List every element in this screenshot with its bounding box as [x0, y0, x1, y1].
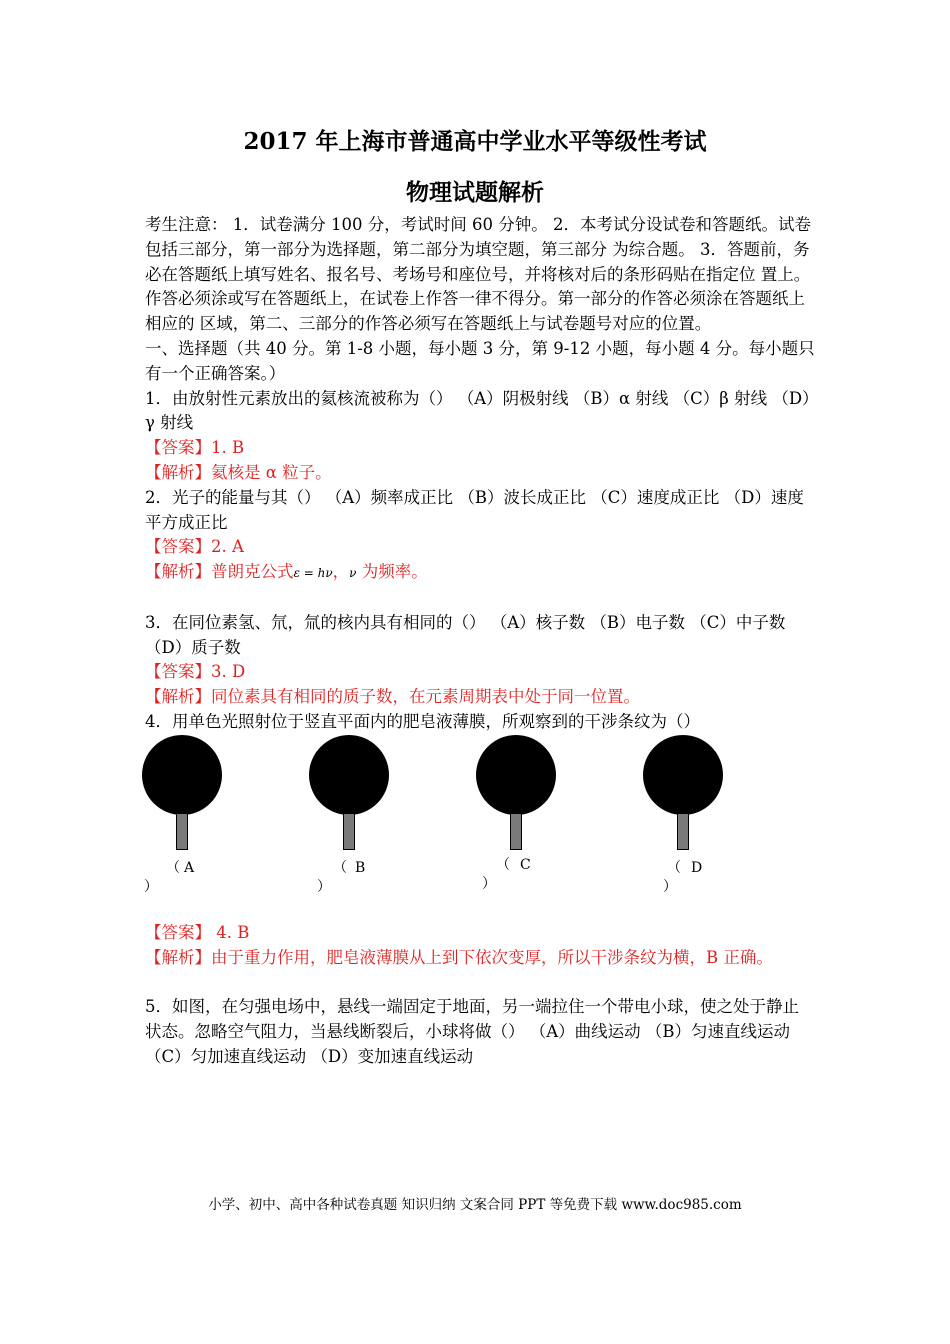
answer-4: 【答案】 4. B	[145, 922, 250, 942]
figure-close-paren: ）	[482, 875, 496, 892]
answer-2: 【答案】2. A	[145, 537, 244, 557]
figure-letter: C	[520, 856, 531, 873]
figure-d	[643, 735, 723, 895]
analysis-2	[145, 560, 815, 586]
fringe-figures	[145, 735, 815, 921]
page-subtitle: 物理试题解析	[406, 179, 544, 206]
figure-letter: A	[184, 859, 195, 876]
figure-letter: D	[691, 859, 703, 876]
frequency-symbol: ν	[349, 566, 357, 581]
figure-c	[476, 735, 556, 895]
page-title: 2017 年上海市普通高中学业水平等级性考试	[243, 128, 707, 155]
spacer	[145, 586, 815, 611]
circle-shape	[142, 735, 222, 815]
answer-3: 【答案】3. D	[145, 662, 246, 682]
analysis-3: 【解析】同位素具有相同的质子数，在元素周期表中处于同一位置。	[145, 687, 640, 707]
document-body	[145, 213, 815, 1070]
question-2: 2．光子的能量与其（） （A）频率成正比 （B）波长成正比 （C）速度成正比 （D）速度平方成正比	[145, 487, 804, 532]
question-5: 5．如图，在匀强电场中，悬线一端固定于地面，另一端拉住一个带电小球，使之处于静止状态。忽略空气阻力，当悬线断裂后，小球将做（） （A）曲线运动 （B）匀速直线运动 （C）匀加速直线运动 （D）变加速直线运动	[145, 997, 799, 1066]
analysis-4: 【解析】由于重力作用，肥皂液薄膜从上到下依次变厚，所以干涉条纹为横，B 正确。	[145, 947, 773, 967]
figure-letter: B	[355, 859, 366, 876]
figure-b	[309, 735, 389, 895]
figure-close-paren: ）	[144, 878, 158, 895]
figure-open-paren: （	[333, 859, 347, 876]
circle-shape	[476, 735, 556, 815]
question-1: 1．由放射性元素放出的氦核流被称为（） （A）阴极射线 （B）α 射线 （C）β 射线 （D）γ 射线	[145, 388, 811, 433]
analysis-2-prefix: 【解析】普朗克公式	[145, 562, 294, 582]
question-4: 4．用单色光照射位于竖直平面内的肥皂液薄膜，所观察到的干涉条纹为（）	[145, 711, 700, 731]
figure-open-paren: （	[496, 856, 510, 873]
page-footer: 小学、初中、高中各种试卷真题 知识归纳 文案合同 PPT 等免费下载 www.doc985.com	[208, 1197, 742, 1213]
section-heading: 一、选择题（共 40 分。第 1-8 小题，每小题 3 分，第 9-12 小题，每小题 4 分。每小题只有一个正确答案。）	[145, 338, 815, 383]
analysis-2-comma: ，	[332, 562, 350, 582]
figure-a	[142, 735, 222, 895]
planck-formula: ε = hν	[293, 566, 333, 581]
handle-shape	[510, 813, 522, 850]
analysis-2-suffix: 为频率。	[361, 562, 428, 582]
handle-shape	[343, 813, 355, 850]
question-3: 3．在同位素氢、氘，氚的核内具有相同的（） （A）核子数 （B）电子数 （C）中子数 （D）质子数	[145, 612, 786, 657]
spacer	[145, 970, 815, 995]
figure-open-paren: （	[166, 859, 180, 876]
handle-shape	[677, 813, 689, 850]
answer-1: 【答案】1. B	[145, 438, 245, 458]
figure-open-paren: （	[667, 859, 681, 876]
exam-notice: 考生注意： 1．试卷满分 100 分，考试时间 60 分钟。 2．本考试分设试卷和答题纸。试卷包括三部分，第一部分为选择题，第二部分为填空题，第三部分 为综合题。 3．答题前，务必在答题纸上填写姓名、报名号、考场号和座位号，并将核对后的条形码贴在指定位 置上。作答必须涂或写在答题纸上，在试卷上作答一律不得分。第一部分的作答必须涂在答题纸上相应的 区域，第二、三部分的作答必须写在答题纸上与试卷题号对应的位置。	[145, 215, 811, 334]
circle-shape	[309, 735, 389, 815]
handle-shape	[176, 813, 188, 850]
circle-shape	[643, 735, 723, 815]
figure-close-paren: ）	[317, 878, 331, 895]
analysis-1: 【解析】氦核是 α 粒子。	[145, 462, 332, 482]
figure-close-paren: ）	[663, 878, 677, 895]
